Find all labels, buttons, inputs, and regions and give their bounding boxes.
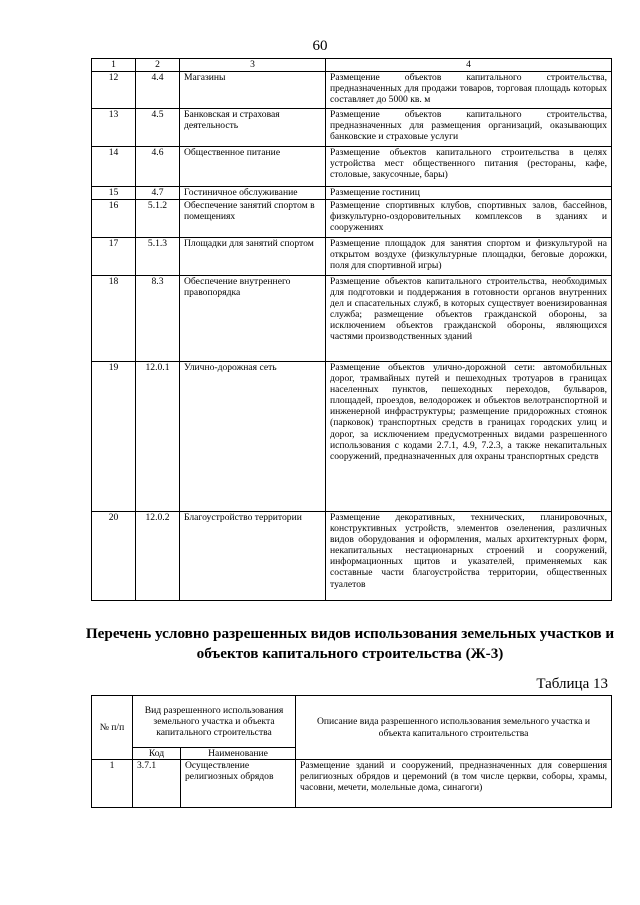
use-name: Гостиничное обслуживание — [180, 187, 326, 200]
use-code: 4.6 — [136, 147, 180, 187]
use-description: Размещение площадок для занятия спортом и физкультурой на открытом воздухе (физкультурные площадки, беговые дорожки, поля для спортивной игры) — [326, 238, 612, 276]
use-code: 4.4 — [136, 72, 180, 109]
table-row — [92, 362, 612, 512]
table-row — [92, 147, 612, 187]
use-description: Размещение объектов капитального строительства, необходимых для подготовки и поддержания в готовности органов внутренних дел и спасательных служб, в которых существует военизированная служба; размещение объектов гражданской обороны, за исключением объектов гражданской обороны, являющихся частями производственных зданий — [326, 276, 612, 362]
table-row — [92, 276, 612, 362]
use-name: Осуществление религиозных обрядов — [181, 760, 296, 808]
use-name: Банковская и страховая деятельность — [180, 109, 326, 147]
use-name: Магазины — [180, 72, 326, 109]
use-description: Размещение гостиниц — [326, 187, 612, 200]
table-row — [92, 760, 612, 808]
use-description: Размещение объектов капитального строительства в целях устройства мест общественного питания (рестораны, кафе, столовые, закусочные, бары) — [326, 147, 612, 187]
use-description: Размещение спортивных клубов, спортивных залов, бассейнов, физкультурно-оздоровительных комплексов в зданиях и сооружениях — [326, 200, 612, 238]
table-row — [92, 512, 612, 601]
use-name: Обеспечение занятий спортом в помещениях — [180, 200, 326, 238]
column-header-name: Наименование — [181, 748, 296, 760]
table-zone-uses-continued — [91, 58, 612, 601]
row-number: 17 — [92, 238, 136, 276]
use-description: Размещение объектов улично-дорожной сети: автомобильных дорог, трамвайных путей и пешеходных тротуаров в границах населенных пунктов, пешеходных переходов, бульваров, площадей, проездов, велодорожек и объектов велотранспортной и инженерной инфраструктуры; размещение придорожных стоянок (парковок) транспортных средств в границах городских улиц и дорог, за исключением предусмотренных видами разрешенного использования с кодами 2.7.1, 4.9, 7.2.3, а также некапитальных сооружений, предназначенных для охраны транспортных средств — [326, 362, 612, 512]
table-header-row — [92, 59, 612, 72]
column-header-1: 1 — [92, 59, 136, 72]
row-number: 15 — [92, 187, 136, 200]
use-description: Размещение объектов капитального строительства, предназначенных для размещения организаций, оказывающих банковские и страховые услуги — [326, 109, 612, 147]
use-name: Улично-дорожная сеть — [180, 362, 326, 512]
use-code: 3.7.1 — [133, 760, 181, 808]
column-header-code: Код — [133, 748, 181, 760]
table-row — [92, 109, 612, 147]
use-description: Размещение декоративных, технических, планировочных, конструктивных устройств, элементов озеленения, различных видов оборудования и оформления, малых архитектурных форм, некапитальных нестационарных строений и сооружений, информационных щитов и указателей, применяемых как составные части благоустройства территории, общественных туалетов — [326, 512, 612, 601]
use-code: 8.3 — [136, 276, 180, 362]
use-code: 5.1.3 — [136, 238, 180, 276]
use-code: 12.0.2 — [136, 512, 180, 601]
row-number: 14 — [92, 147, 136, 187]
column-header-2: 2 — [136, 59, 180, 72]
column-header-use-type: Вид разрешенного использования земельного участка и объекта капитального строительства — [133, 696, 296, 748]
column-header-description: Описание вида разрешенного использования земельного участка и объекта капитального строительства — [296, 696, 612, 760]
use-code: 5.1.2 — [136, 200, 180, 238]
use-name: Обеспечение внутреннего правопорядка — [180, 276, 326, 362]
table-row — [92, 187, 612, 200]
row-number: 18 — [92, 276, 136, 362]
use-code: 4.7 — [136, 187, 180, 200]
use-code: 4.5 — [136, 109, 180, 147]
table-caption: Таблица 13 — [536, 676, 608, 692]
column-header-number: № п/п — [92, 696, 133, 760]
table-row — [92, 72, 612, 109]
use-name: Площадки для занятий спортом — [180, 238, 326, 276]
row-number: 16 — [92, 200, 136, 238]
table-conditional-uses — [91, 695, 612, 808]
row-number: 1 — [92, 760, 133, 808]
row-number: 19 — [92, 362, 136, 512]
use-name: Благоустройство территории — [180, 512, 326, 601]
column-header-3: 3 — [180, 59, 326, 72]
section-title: Перечень условно разрешенных видов использования земельных участков и объектов капитального строительства (Ж-3) — [85, 625, 615, 662]
page-number: 60 — [312, 38, 328, 54]
use-code: 12.0.1 — [136, 362, 180, 512]
column-header-4: 4 — [326, 59, 612, 72]
use-description: Размещение объектов капитального строительства, предназначенных для продажи товаров, торговая площадь которых составляет до 5000 кв. м — [326, 72, 612, 109]
table-row — [92, 200, 612, 238]
table-row — [92, 238, 612, 276]
row-number: 20 — [92, 512, 136, 601]
row-number: 13 — [92, 109, 136, 147]
row-number: 12 — [92, 72, 136, 109]
use-name: Общественное питание — [180, 147, 326, 187]
use-description: Размещение зданий и сооружений, предназначенных для совершения религиозных обрядов и церемоний (в том числе церкви, соборы, храмы, часовни, мечети, молельные дома, синагоги) — [296, 760, 612, 808]
table-header-row — [92, 696, 612, 748]
